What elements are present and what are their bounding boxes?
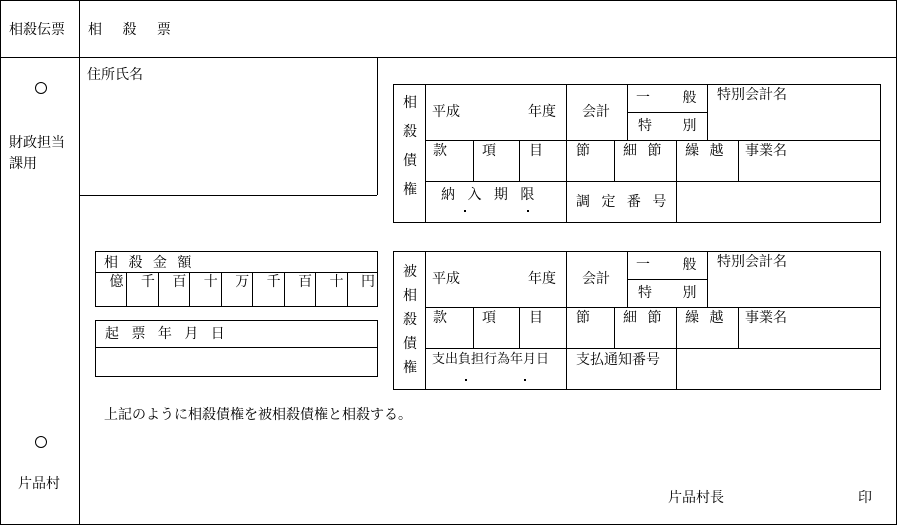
mayor-title: 片品村長 — [668, 490, 724, 506]
amount-digit-divider — [347, 272, 348, 307]
amount-unit-label: 十 — [203, 274, 218, 290]
address-box-bottom — [79, 195, 377, 196]
debt-special-account-name: 特別会計名 — [717, 254, 787, 270]
debt-table-col-line — [473, 307, 474, 348]
credit-table-col-line — [425, 84, 426, 223]
debt-tokubetsu: 特 別 — [638, 285, 697, 301]
amount-unit-label: 十 — [329, 274, 344, 290]
amount-digit-divider — [126, 272, 127, 307]
debt-vertical-label — [402, 265, 418, 385]
credit-heisei: 平成 — [432, 104, 460, 120]
seal-mark: 印 — [858, 490, 872, 506]
credit-table-row-line — [425, 181, 881, 182]
credit-saisetsu: 細 節 — [623, 143, 662, 159]
credit-table-col-line — [676, 140, 677, 223]
debt-nendo: 年度 — [528, 271, 556, 287]
amount-unit-label: 百 — [172, 274, 187, 290]
credit-table-col-line — [738, 140, 739, 181]
credit-nendo: 年度 — [528, 104, 556, 120]
circle-mark-top — [35, 82, 47, 94]
address-box-right — [377, 57, 378, 195]
credit-chotei-label: 調 定 番 号 — [576, 194, 667, 210]
credit-vertical-label — [402, 96, 418, 212]
amount-unit-label: 万 — [235, 274, 250, 290]
credit-table-col-line — [566, 84, 567, 223]
debt-vertical-char: 被 — [403, 264, 417, 280]
debt-saisetsu: 細 節 — [623, 310, 662, 326]
amount-digit-divider — [221, 272, 222, 307]
credit-vertical-char: 権 — [403, 182, 417, 198]
debt-table-col-line — [738, 307, 739, 348]
amount-unit-label: 千 — [266, 274, 281, 290]
debt-setsu: 節 — [576, 310, 590, 326]
circle-mark-bottom — [35, 436, 47, 448]
credit-ippan: 一 般 — [636, 90, 697, 106]
address-label: 住所氏名 — [87, 67, 143, 83]
amount-digit-divider — [315, 272, 316, 307]
credit-tokubetsu: 特 別 — [638, 118, 697, 134]
debt-vertical-char: 権 — [403, 360, 417, 376]
amount-box-row-line — [95, 272, 378, 273]
debt-date-dot — [524, 379, 526, 381]
debt-date-dot — [465, 379, 467, 381]
credit-vertical-char: 債 — [403, 153, 417, 169]
credit-kan: 款 — [433, 143, 447, 159]
credit-due-date-label: 納 入 期 限 — [441, 187, 535, 203]
debt-kan: 款 — [433, 310, 447, 326]
debt-vertical-char: 殺 — [403, 312, 417, 328]
debt-moku: 目 — [529, 310, 543, 326]
credit-setsu: 節 — [576, 143, 590, 159]
debt-ippan: 一 般 — [636, 257, 697, 273]
credit-kurikoshi: 繰 越 — [685, 143, 724, 159]
debt-table-col-line — [425, 251, 426, 390]
credit-table-col-line — [707, 84, 708, 140]
credit-kaikei: 会計 — [582, 104, 610, 120]
dept-line-2: 課用 — [9, 156, 37, 172]
amount-digit-divider — [158, 272, 159, 307]
side-column-divider — [79, 0, 80, 525]
credit-vertical-char: 相 — [403, 95, 417, 111]
offset-statement: 上記のように相殺債権を被相殺債権と相殺する。 — [104, 407, 412, 423]
credit-date-dot — [464, 210, 466, 212]
issue-date-label: 起 票 年 月 日 — [105, 326, 225, 342]
dept-line-1: 財政担当 — [9, 135, 65, 151]
debt-heisei: 平成 — [432, 271, 460, 287]
credit-table-col-line — [519, 140, 520, 181]
debt-table-col-line — [614, 307, 615, 348]
credit-table-row-line — [425, 140, 881, 141]
debt-kaikei: 会計 — [582, 271, 610, 287]
debt-table-col-line — [707, 251, 708, 307]
credit-table-row-line — [627, 112, 707, 113]
voucher-type-title: 相殺伝票 — [9, 22, 65, 38]
side-village-name: 片品村 — [18, 476, 60, 492]
credit-moku: 目 — [529, 143, 543, 159]
amount-unit-label: 億 — [109, 274, 124, 290]
amount-digit-divider — [284, 272, 285, 307]
credit-table-col-line — [473, 140, 474, 181]
debt-payment-notice-label: 支払通知番号 — [576, 352, 660, 368]
issue-date-box-row-line — [95, 347, 378, 348]
debt-table-col-line — [676, 307, 677, 390]
amount-digit-divider — [252, 272, 253, 307]
credit-date-dot — [527, 210, 529, 212]
page-title: 相 殺 票 — [88, 22, 179, 38]
debt-jigyou: 事業名 — [745, 310, 787, 326]
debt-kurikoshi: 繰 越 — [685, 310, 724, 326]
debt-commitment-date-label: 支出負担行為年月日 — [432, 352, 550, 367]
amount-digit-divider — [189, 272, 190, 307]
debt-kou: 項 — [482, 310, 496, 326]
debt-vertical-char: 相 — [403, 288, 417, 304]
amount-unit-label: 千 — [140, 274, 155, 290]
debt-table-col-line — [566, 251, 567, 390]
debt-table-row-line — [425, 307, 881, 308]
credit-kou: 項 — [482, 143, 496, 159]
debt-table-row-line — [627, 279, 707, 280]
header-divider — [0, 57, 897, 58]
debt-table-col-line — [519, 307, 520, 348]
credit-jigyou: 事業名 — [745, 143, 787, 159]
debt-table-row-line — [425, 348, 881, 349]
amount-label: 相 殺 金 額 — [104, 255, 192, 271]
amount-unit-label: 百 — [298, 274, 313, 290]
credit-vertical-char: 殺 — [403, 124, 417, 140]
debt-vertical-char: 債 — [403, 336, 417, 352]
credit-table-col-line — [614, 140, 615, 181]
credit-special-account-name: 特別会計名 — [717, 87, 787, 103]
amount-unit-label: 円 — [361, 274, 375, 290]
